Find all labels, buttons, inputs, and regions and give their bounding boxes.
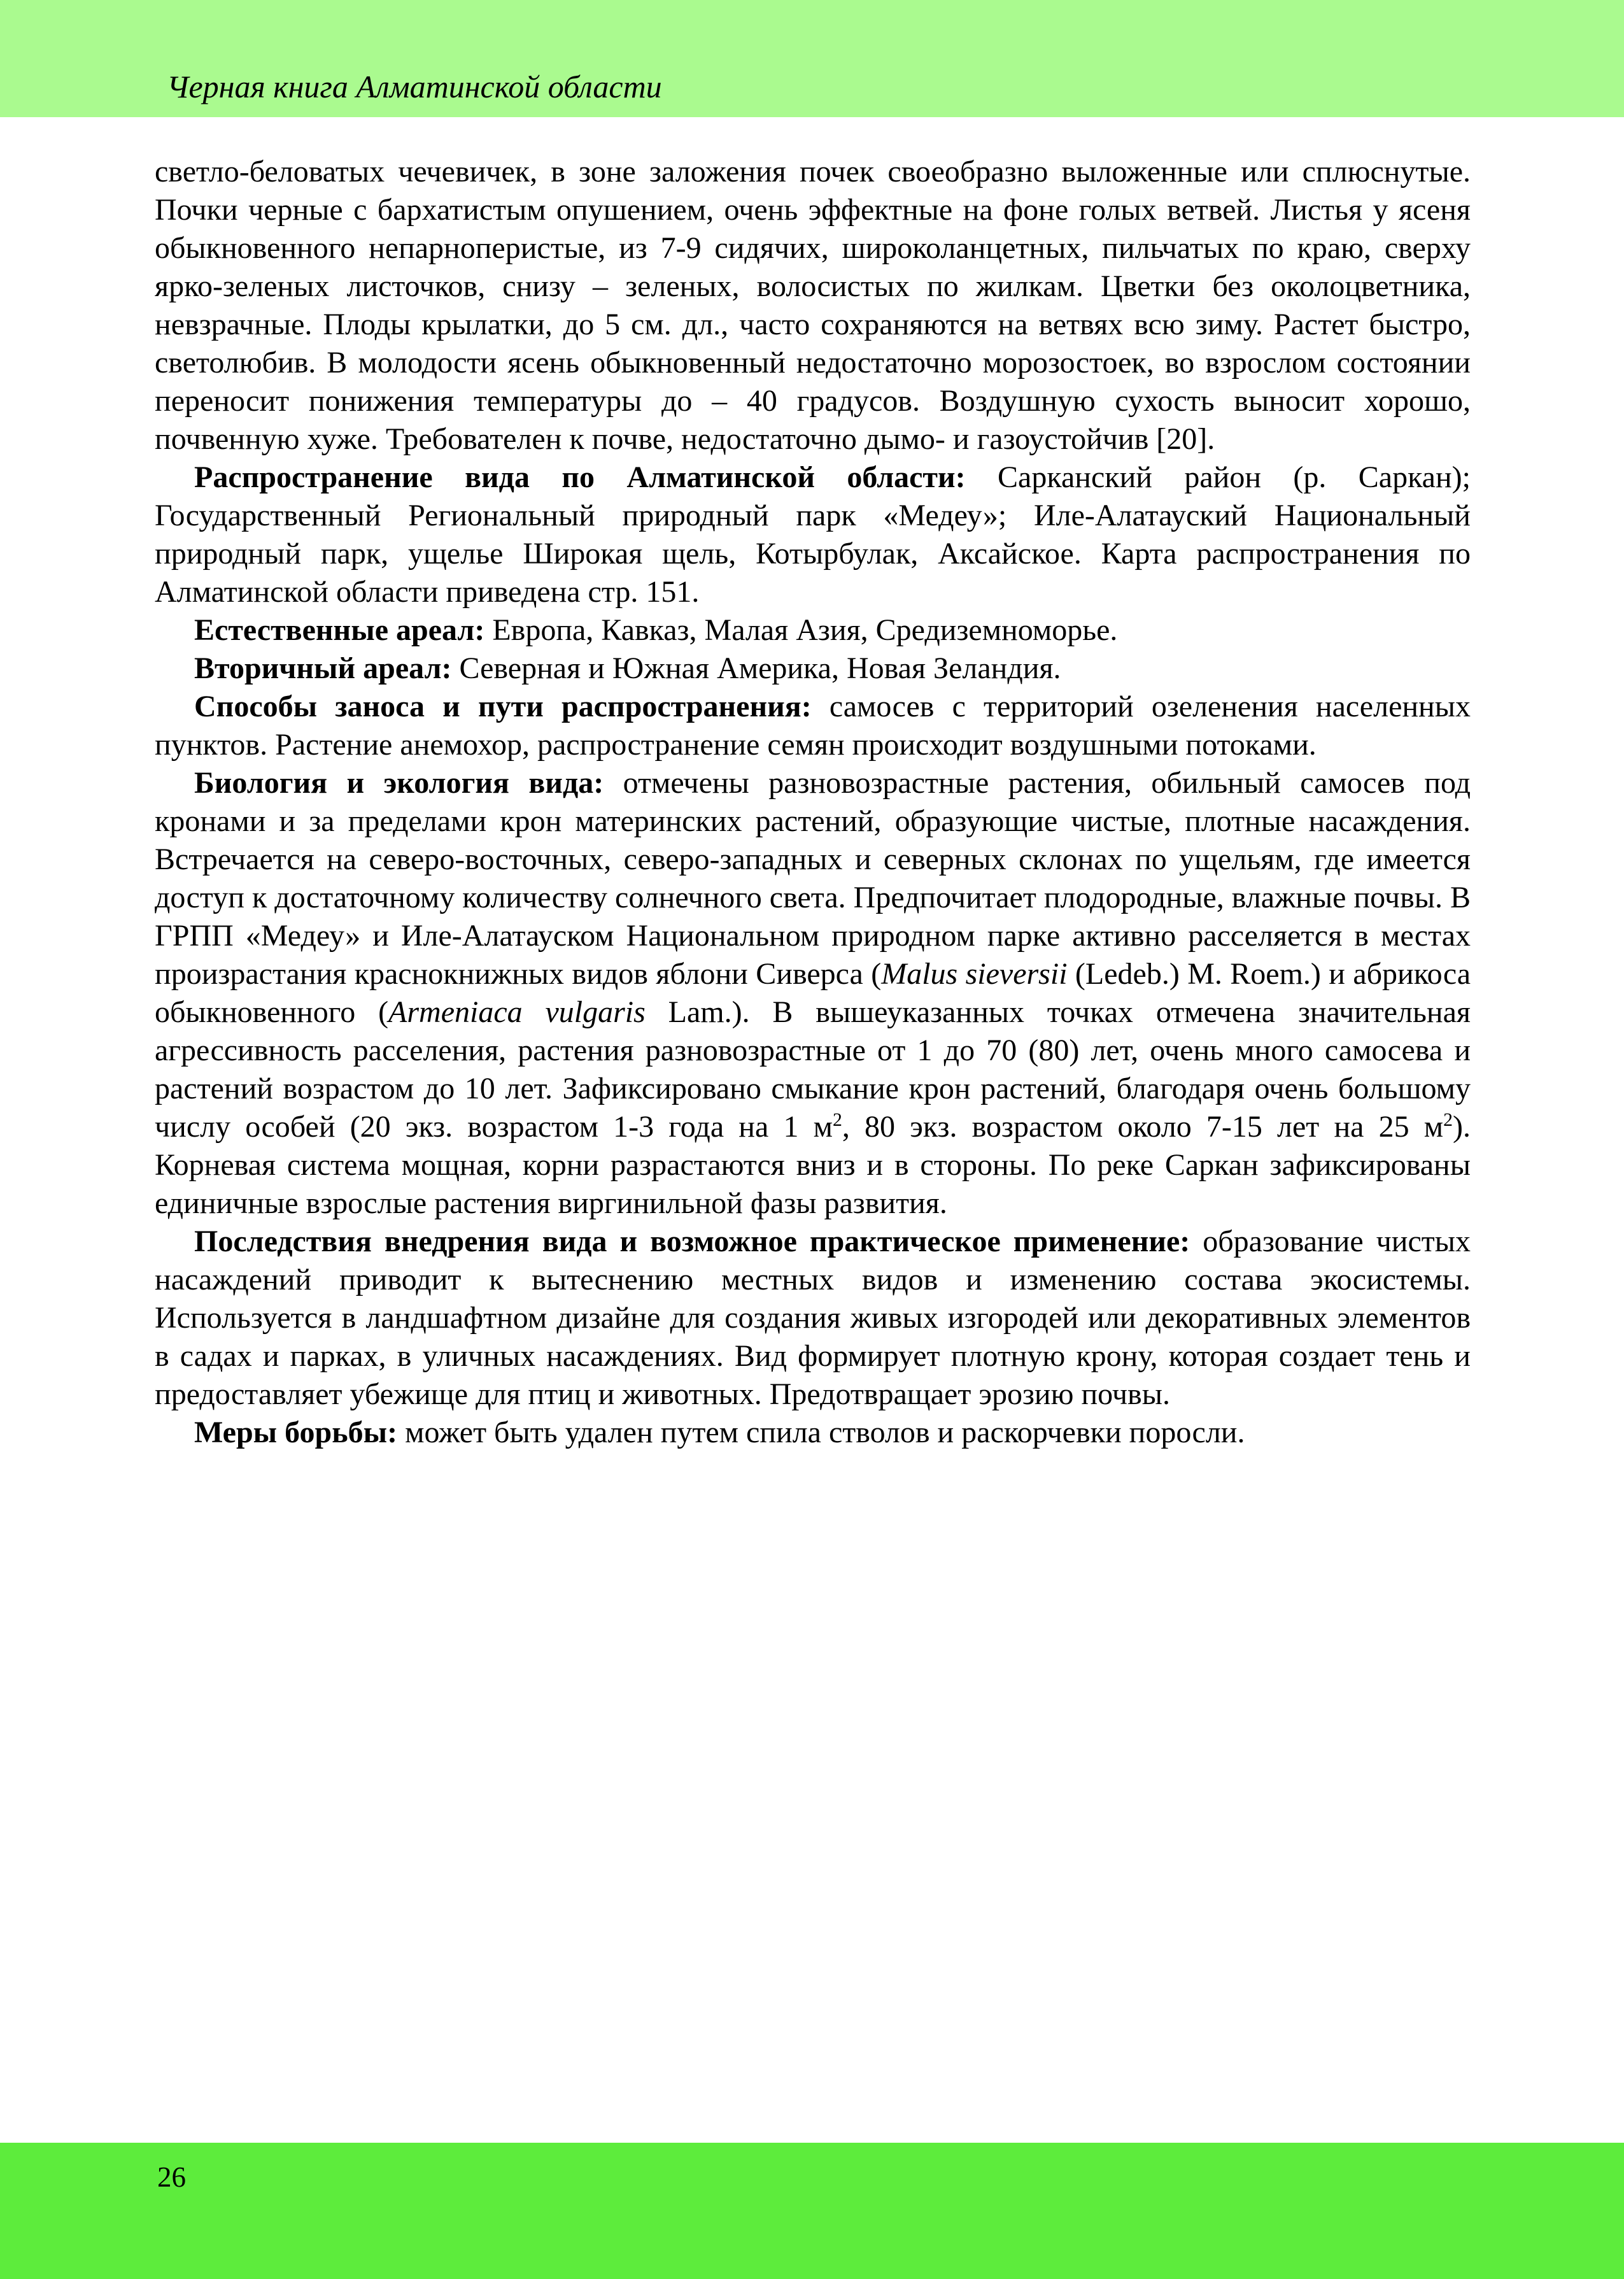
text-run: Сарканский район (р. Саркан); Государственный Региональный природный парк «Медеу»; Иле-Алатауский Национальный природный парк, ущелье Широкая щель, Котырбулак, Аксайское. Карта распространения по Алматинской области приведена стр. 151. <box>155 460 1471 609</box>
text-run: Armeniaca vulgaris <box>388 995 646 1029</box>
page-body <box>155 153 1471 1452</box>
paragraph <box>155 458 1471 611</box>
running-head-title: Черная книга Алматинской области <box>167 69 662 104</box>
paragraph <box>155 1414 1471 1452</box>
paragraph <box>155 688 1471 764</box>
text-run: Lam.). В вышеуказанных точках отмечена значительная агрессивность расселения, растения разновозрастные от 1 до 70 (80) лет, очень много самосева и растений возрастом до 10 лет. Зафиксировано смыкание крон растений, благодаря очень большому числу особей (20 экз. возрастом 1-3 года на 1 м <box>155 995 1471 1144</box>
paragraph <box>155 153 1471 458</box>
text-run: 2 <box>1443 1109 1453 1130</box>
page-number: 26 <box>157 2161 186 2193</box>
text-run: Биология и экология вида: <box>194 766 623 800</box>
text-run: светло-беловатых чечевичек, в зоне заложения почек своеобразно выложенные или сплюснутые. Почки черные с бархатистым опушением, очень эффектные на фоне голых ветвей. Листья у ясеня обыкновенного непарноперистые, из 7-9 сидячих, широколанцетных, пильчатых по краю, сверху ярко-зеленых листочков, снизу – зеленых, волосистых по жилкам. Цветки без околоцветника, невзрачные. Плоды крылатки, до 5 см. дл., часто сохраняются на ветвях всю зиму. Растет быстро, светолюбив. В молодости ясень обыкновенный недостаточно морозостоек, во взрослом состоянии переносит понижения температуры до – 40 градусов. Воздушную сухость выносит хорошо, почвенную хуже. Требователен к почве, недостаточно дымо- и газоустойчив [20]. <box>155 155 1471 456</box>
header-bar <box>0 0 1624 117</box>
paragraph <box>155 611 1471 650</box>
text-run: Malus sieversii <box>881 957 1068 991</box>
text-run: Последствия внедрения вида и возможное практическое применение: <box>194 1225 1203 1258</box>
text-run: Естественные ареал: <box>194 613 493 647</box>
text-run: самосев с территорий озеленения населенных пунктов. Растение анемохор, распространение семян происходит воздушными потоками. <box>155 690 1471 762</box>
text-run: отмечены разновозрастные растения, обильный самосев под кронами и за пределами крон материнских растений, образующие чистые, плотные насаждения. Встречается на северо-восточных, северо-западных и северных склонах по ущельям, где имеется доступ к достаточному количеству солнечного света. Предпочитает плодородные, влажные почвы. В ГРПП «Медеу» и Иле-Алатауском Национальном природном парке активно расселяется в местах произрастания краснокнижных видов яблони Сиверса ( <box>155 766 1471 991</box>
text-run: Меры борьбы: <box>194 1416 406 1449</box>
text-run: , 80 экз. возрастом около 7-15 лет на 25 м <box>842 1110 1444 1144</box>
text-run: ). Корневая система мощная, корни разрастаются вниз и в стороны. По реке Саркан зафиксированы единичные взрослые растения виргинильной фазы развития. <box>155 1110 1471 1220</box>
footer-bar <box>0 2143 1624 2279</box>
paragraph <box>155 650 1471 688</box>
text-run: Европа, Кавказ, Малая Азия, Средиземноморье. <box>492 613 1118 647</box>
paragraph <box>155 764 1471 1223</box>
text-run: Северная и Южная Америка, Новая Зеландия. <box>459 651 1061 685</box>
text-run: Распространение вида по Алматинской области: <box>194 460 998 494</box>
text-run: (Ledeb.) M. Roem.) и абрикоса обыкновенного ( <box>155 957 1471 1029</box>
paragraph <box>155 1223 1471 1414</box>
text-run: образование чистых насаждений приводит к вытеснению местных видов и изменению состава экосистемы. Используется в ландшафтном дизайне для создания живых изгородей или декоративных элементов в садах и парках, в уличных насаждениях. Вид формирует плотную крону, которая создает тень и предоставляет убежище для птиц и животных. Предотвращает эрозию почвы. <box>155 1225 1471 1411</box>
text-run: 2 <box>833 1109 842 1130</box>
text-run: может быть удален путем спила стволов и раскорчевки поросли. <box>405 1416 1245 1449</box>
text-run: Способы заноса и пути распространения: <box>194 690 830 723</box>
text-run: Вторичный ареал: <box>194 651 460 685</box>
